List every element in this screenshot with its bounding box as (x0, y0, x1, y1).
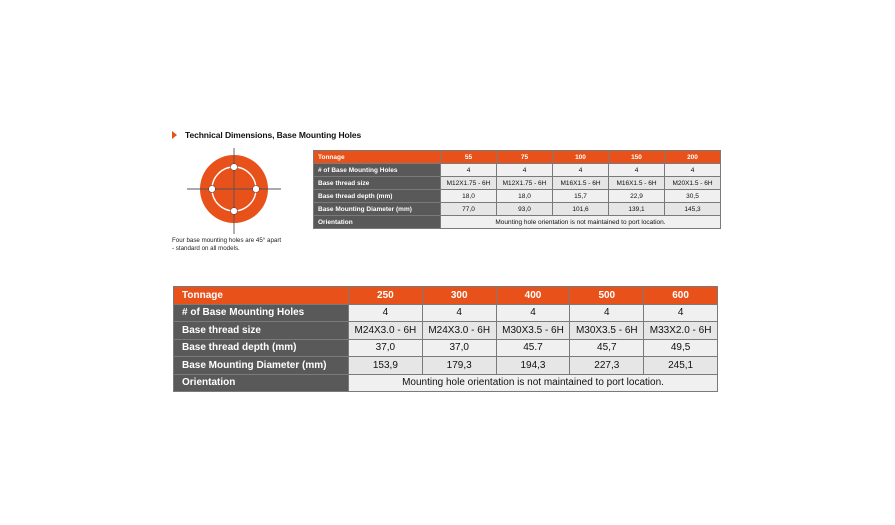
table-cell: M16X1.5 - 6H (553, 177, 609, 190)
table-row (174, 357, 718, 375)
table-cell: 101,6 (553, 203, 609, 216)
header-col: 100 (553, 151, 609, 164)
header-col: 200 (665, 151, 721, 164)
table-cell: 139,1 (609, 203, 665, 216)
header-col: 150 (609, 151, 665, 164)
table-cell: 153,9 (349, 357, 423, 375)
table-cell: 30,5 (665, 190, 721, 203)
table-cell: 4 (422, 304, 496, 322)
table-cell: 45,7 (570, 339, 644, 357)
table-cell: 37,0 (349, 339, 423, 357)
table-row (314, 177, 721, 190)
table-cell: 45.7 (496, 339, 570, 357)
table-cell: 4 (665, 164, 721, 177)
row-label: Base thread size (314, 177, 441, 190)
table-cell: 93,0 (497, 203, 553, 216)
table-cell: 245,1 (644, 357, 718, 375)
table-cell: 4 (553, 164, 609, 177)
table-header-row (314, 151, 721, 164)
table-row-orientation (174, 374, 718, 392)
section-title: Technical Dimensions, Base Mounting Holes (185, 130, 362, 140)
header-label: Tonnage (314, 151, 441, 164)
table-cell: M24X3.0 - 6H (422, 322, 496, 340)
table-cell: M20X1.5 - 6H (665, 177, 721, 190)
dimensions-table-large (173, 286, 718, 392)
table-cell: 15,7 (553, 190, 609, 203)
table-cell: 194,3 (496, 357, 570, 375)
table-cell: 18,0 (441, 190, 497, 203)
table-cell: 77,0 (441, 203, 497, 216)
table-cell: 4 (609, 164, 665, 177)
row-label: Base thread size (174, 322, 349, 340)
table-cell: 4 (644, 304, 718, 322)
table-cell: 145,3 (665, 203, 721, 216)
table-cell: 37,0 (422, 339, 496, 357)
header-col: 300 (422, 287, 496, 305)
table-cell: M12X1.75 - 6H (497, 177, 553, 190)
table-cell: M12X1.75 - 6H (441, 177, 497, 190)
table-cell: M16X1.5 - 6H (609, 177, 665, 190)
header-col: 400 (496, 287, 570, 305)
table-cell: 22,9 (609, 190, 665, 203)
table-row (174, 322, 718, 340)
row-label: Orientation (314, 216, 441, 229)
table-row-orientation (314, 216, 721, 229)
mounting-hole-top (231, 164, 238, 171)
diagram-caption: Four base mounting holes are 45° apart - standard on all models. (172, 237, 282, 252)
table-cell: 4 (496, 304, 570, 322)
table-row (314, 164, 721, 177)
section-heading (172, 129, 361, 141)
table-cell: M30X3.5 - 6H (570, 322, 644, 340)
row-label: # of Base Mounting Holes (174, 304, 349, 322)
header-col: 75 (497, 151, 553, 164)
table-cell: M33X2.0 - 6H (644, 322, 718, 340)
row-label: Base thread depth (mm) (174, 339, 349, 357)
row-label: Base thread depth (mm) (314, 190, 441, 203)
mounting-hole-right (253, 186, 260, 193)
row-label: # of Base Mounting Holes (314, 164, 441, 177)
table-row (174, 304, 718, 322)
header-label: Tonnage (174, 287, 349, 305)
row-label: Base Mounting Diameter (mm) (174, 357, 349, 375)
header-col: 250 (349, 287, 423, 305)
table-row (314, 203, 721, 216)
table-cell: 4 (349, 304, 423, 322)
table-cell: 4 (497, 164, 553, 177)
bullet-arrow-icon (172, 131, 177, 139)
header-col: 500 (570, 287, 644, 305)
orientation-note: Mounting hole orientation is not maintained to port location. (441, 216, 721, 229)
table-header-row (174, 287, 718, 305)
table-cell: 4 (570, 304, 644, 322)
orientation-note: Mounting hole orientation is not maintained to port location. (349, 374, 718, 392)
row-label: Base Mounting Diameter (mm) (314, 203, 441, 216)
table-cell: 49,5 (644, 339, 718, 357)
mounting-hole-bottom (231, 208, 238, 215)
table-cell: 227,3 (570, 357, 644, 375)
mounting-hole-left (209, 186, 216, 193)
table-row (174, 339, 718, 357)
header-col: 55 (441, 151, 497, 164)
dimensions-table-small (313, 150, 721, 229)
table-cell: 179,3 (422, 357, 496, 375)
table-row (314, 190, 721, 203)
header-col: 600 (644, 287, 718, 305)
mounting-holes-diagram (185, 148, 285, 236)
table-cell: M24X3.0 - 6H (349, 322, 423, 340)
row-label: Orientation (174, 374, 349, 392)
table-cell: 18,0 (497, 190, 553, 203)
table-cell: 4 (441, 164, 497, 177)
table-cell: M30X3.5 - 6H (496, 322, 570, 340)
